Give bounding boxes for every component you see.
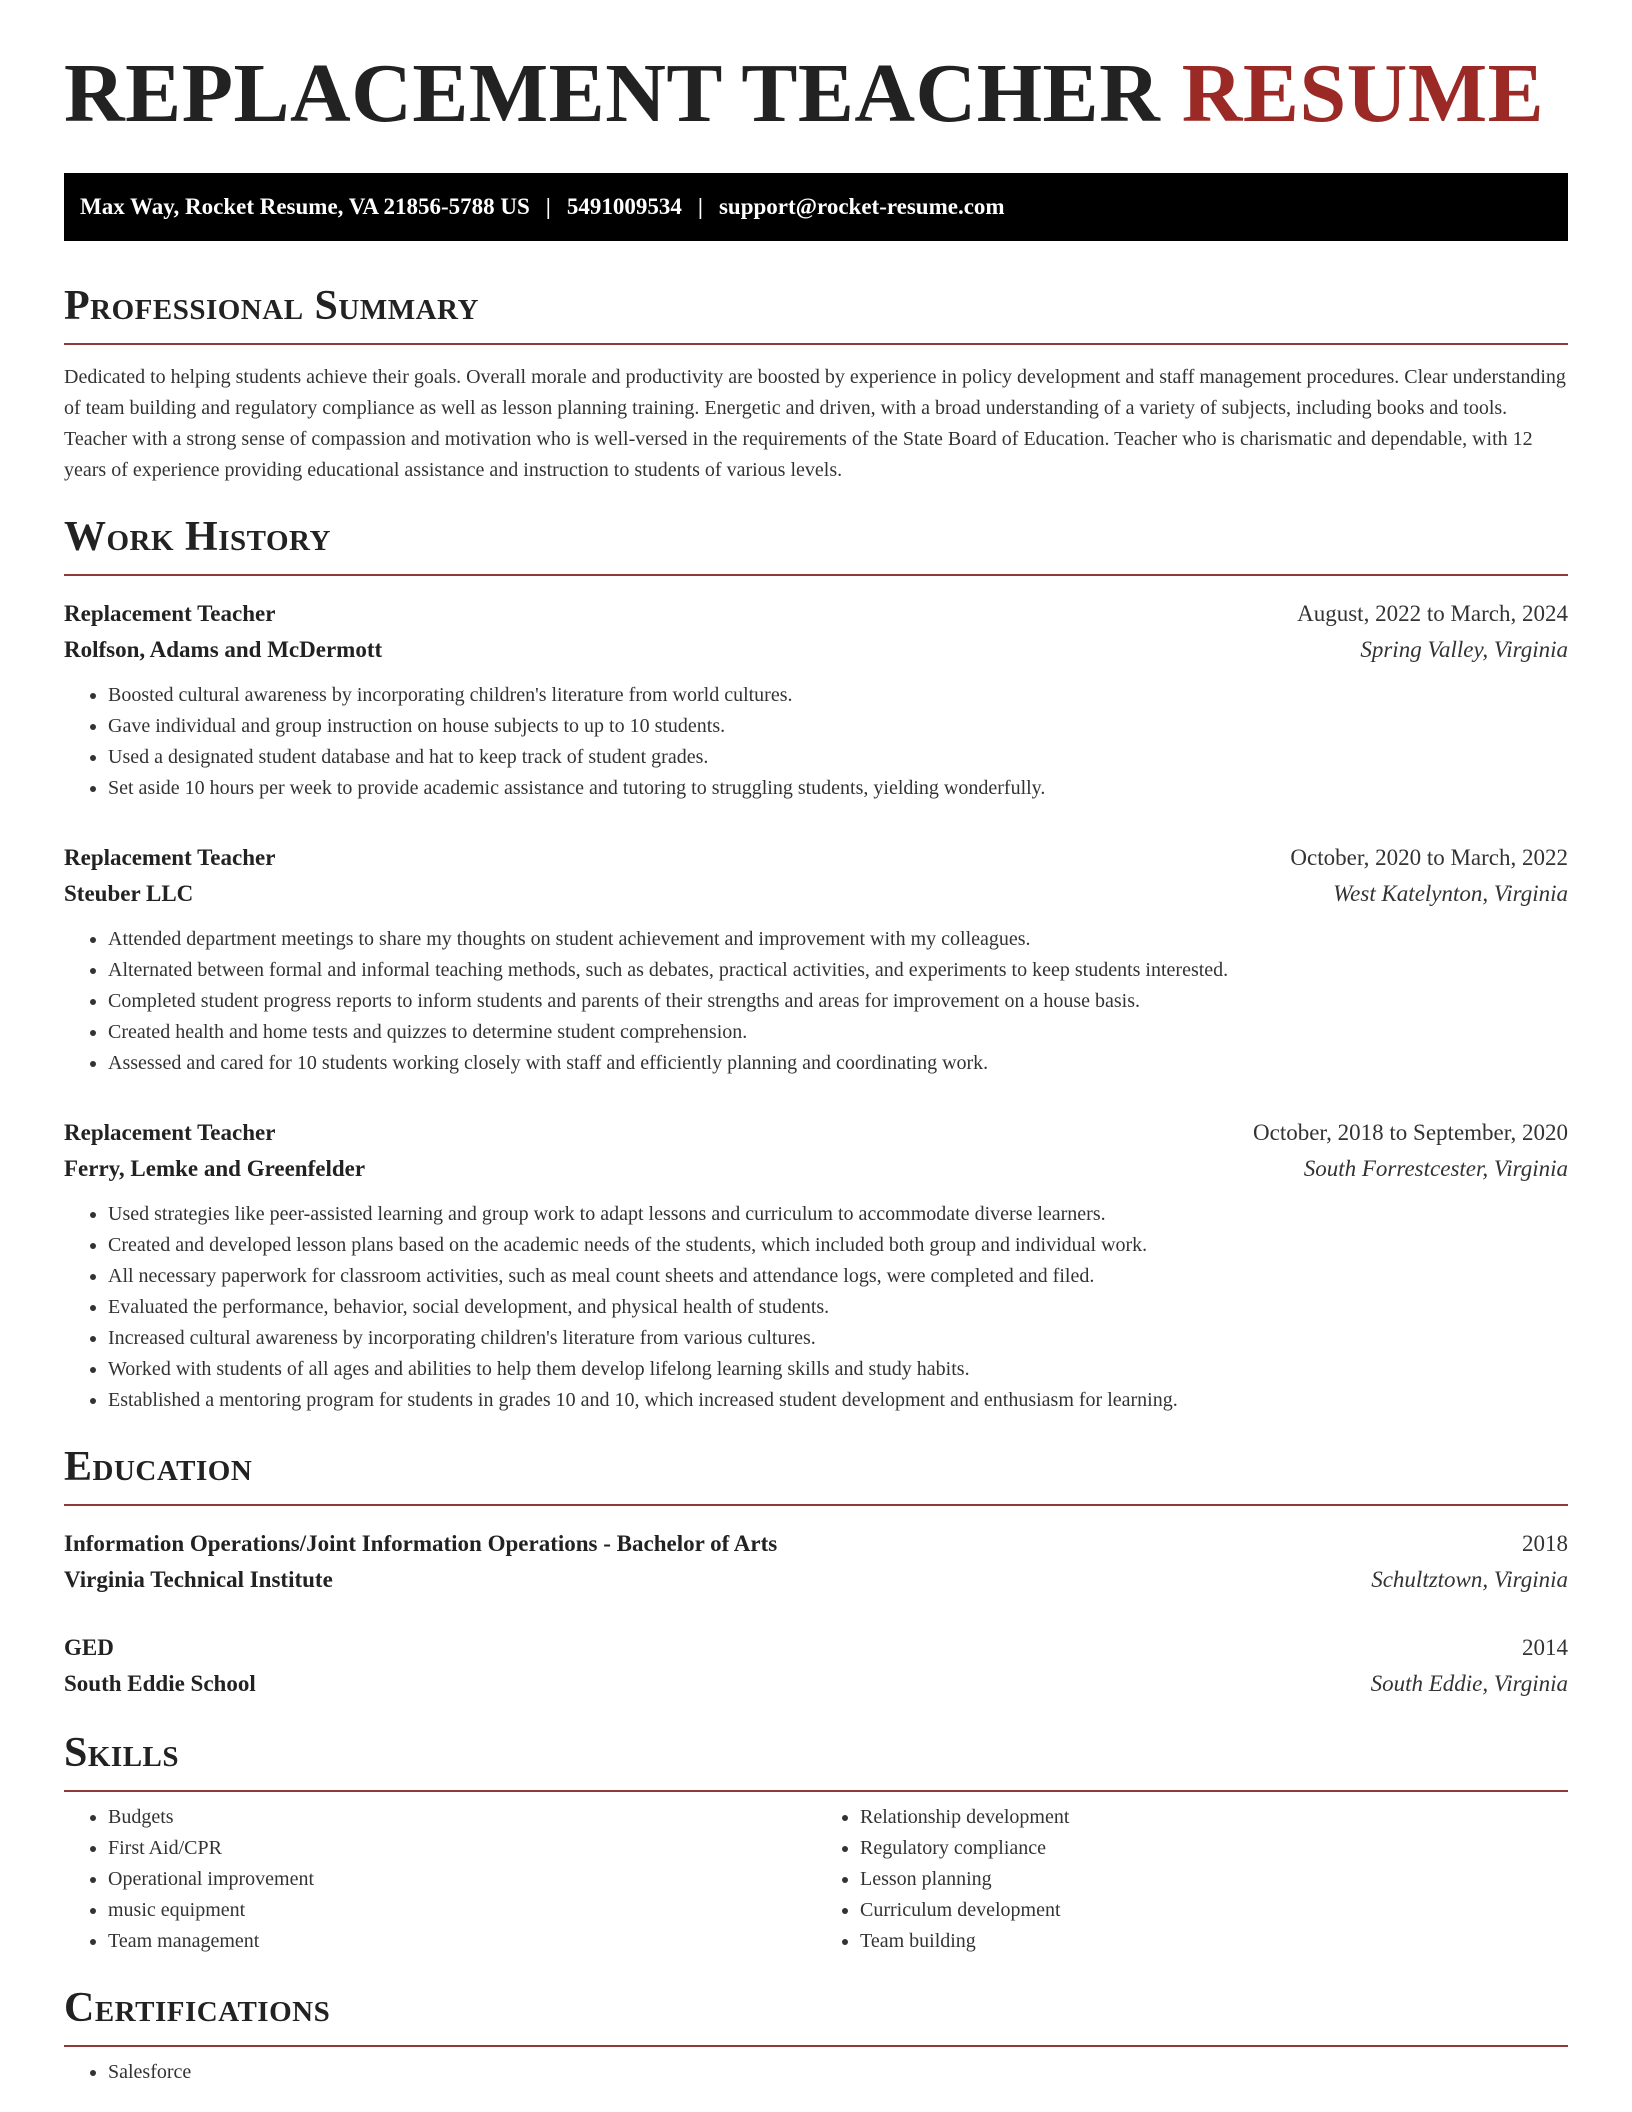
job-bullets — [64, 680, 1568, 804]
job-bullet: • Worked with students of all ages and abilities to help them develop lifelong learning skills and study habits. — [108, 1354, 1568, 1385]
education-school-row — [64, 1666, 1568, 1702]
job-dates: October, 2020 to March, 2022 — [1290, 845, 1568, 870]
education-degree: GED — [64, 1635, 114, 1660]
job-bullet: • Increased cultural awareness by incorporating children's literature from various cultures. — [108, 1323, 1568, 1354]
education-location: South Eddie, Virginia — [1370, 1671, 1568, 1696]
education-school-row — [64, 1562, 1568, 1598]
education-degree-row — [64, 1526, 1568, 1562]
job-bullet: • Evaluated the performance, behavior, social development, and physical health of students. — [108, 1292, 1568, 1323]
job-bullets — [64, 1199, 1568, 1416]
skill-item: • music equipment — [108, 1895, 816, 1926]
job-bullet: • Gave individual and group instruction on house subjects to up to 10 students. — [108, 711, 1568, 742]
education-location: Schultztown, Virginia — [1371, 1567, 1568, 1592]
skill-item: • Regulatory compliance — [860, 1833, 1568, 1864]
education-heading: Education — [64, 1446, 1568, 1506]
certifications-heading: Certifications — [64, 1987, 1568, 2047]
skill-item: • Team building — [860, 1926, 1568, 1957]
skill-item: • Lesson planning — [860, 1864, 1568, 1895]
certification-item: • Salesforce — [108, 2057, 1568, 2088]
work-history-heading: Work History — [64, 516, 1568, 576]
job-company: Ferry, Lemke and Greenfelder — [64, 1156, 366, 1181]
title-main: REPLACEMENT TEACHER — [64, 47, 1161, 140]
job-bullet: • Set aside 10 hours per week to provide academic assistance and tutoring to struggling students, yielding wonderfully. — [108, 773, 1568, 804]
job-bullet: • All necessary paperwork for classroom activities, such as meal count sheets and attendance logs, were completed and filed. — [108, 1261, 1568, 1292]
job-company: Steuber LLC — [64, 881, 194, 906]
certifications-list — [64, 2057, 1568, 2088]
job-bullet: • Used a designated student database and hat to keep track of student grades. — [108, 742, 1568, 773]
job-bullets — [64, 924, 1568, 1079]
job-title: Replacement Teacher — [64, 845, 276, 870]
education-section — [64, 1446, 1568, 1702]
education-entry — [64, 1630, 1568, 1702]
job-bullet: • Assessed and cared for 10 students working closely with staff and efficiently planning and coordinating work. — [108, 1048, 1568, 1079]
job-location: West Katelynton, Virginia — [1333, 881, 1568, 906]
resume-title — [64, 47, 1568, 140]
contact-separator: | — [545, 194, 551, 219]
job-dates: October, 2018 to September, 2020 — [1253, 1120, 1568, 1145]
job-company-row — [64, 1151, 1568, 1187]
skills-right-list — [816, 1802, 1568, 1957]
job-company-row — [64, 632, 1568, 668]
job-bullet: • Used strategies like peer-assisted learning and group work to adapt lessons and curriculum to accommodate diverse learners. — [108, 1199, 1568, 1230]
job-entry — [64, 596, 1568, 804]
skill-item: • Relationship development — [860, 1802, 1568, 1833]
job-location: Spring Valley, Virginia — [1360, 637, 1568, 662]
job-title: Replacement Teacher — [64, 601, 276, 626]
work-history-section — [64, 516, 1568, 1416]
job-bullet: • Created health and home tests and quizzes to determine student comprehension. — [108, 1017, 1568, 1048]
certifications-section — [64, 1987, 1568, 2088]
skills-columns — [64, 1802, 1568, 1957]
education-year: 2018 — [1522, 1531, 1568, 1556]
job-bullet: • Created and developed lesson plans based on the academic needs of the students, which included both group and individual work. — [108, 1230, 1568, 1261]
job-bullet: • Attended department meetings to share my thoughts on student achievement and improvement with my colleagues. — [108, 924, 1568, 955]
job-company: Rolfson, Adams and McDermott — [64, 637, 383, 662]
education-school: South Eddie School — [64, 1671, 256, 1696]
education-degree-row — [64, 1630, 1568, 1666]
skills-section — [64, 1732, 1568, 1957]
job-dates: August, 2022 to March, 2024 — [1297, 601, 1568, 626]
job-title: Replacement Teacher — [64, 1120, 276, 1145]
job-bullet: • Completed student progress reports to inform students and parents of their strengths and areas for improvement on a house basis. — [108, 986, 1568, 1017]
summary-text: Dedicated to helping students achieve their goals. Overall morale and productivity are boosted by experience in policy development and staff management procedures. Clear understanding of team building and regulatory compliance as well as lesson planning training. Energetic and driven, with a broad understanding of a variety of subjects, including books and tools. Teacher with a strong sense of compassion and motivation who is well-versed in the requirements of the State Board of Education. Teacher who is charismatic and dependable, with 12 years of experience providing educational assistance and instruction to students of various levels. — [64, 366, 1566, 481]
job-location: South Forrestcester, Virginia — [1303, 1156, 1568, 1181]
summary-heading: Professional Summary — [64, 285, 1568, 345]
education-school: Virginia Technical Institute — [64, 1567, 333, 1592]
skills-left-list — [64, 1802, 816, 1957]
job-bullet: • Established a mentoring program for students in grades 10 and 10, which increased student development and enthusiasm for learning. — [108, 1385, 1568, 1416]
contact-phone: 5491009534 — [566, 194, 682, 219]
job-entry — [64, 840, 1568, 1079]
summary-section — [64, 285, 1568, 486]
education-degree: Information Operations/Joint Information Operations - Bachelor of Arts — [64, 1531, 778, 1556]
skill-item: • Budgets — [108, 1802, 816, 1833]
job-company-row — [64, 876, 1568, 912]
contact-bar — [64, 173, 1568, 241]
job-header-row — [64, 596, 1568, 632]
education-year: 2014 — [1522, 1635, 1568, 1660]
skill-item: • First Aid/CPR — [108, 1833, 816, 1864]
contact-separator: | — [697, 194, 703, 219]
job-header-row — [64, 840, 1568, 876]
contact-address: Max Way, Rocket Resume, VA 21856-5788 US — [80, 194, 530, 219]
title-accent: RESUME — [1181, 47, 1545, 140]
skills-heading: Skills — [64, 1732, 1568, 1792]
job-header-row — [64, 1115, 1568, 1151]
contact-email: support@rocket-resume.com — [718, 194, 1005, 219]
skill-item: • Curriculum development — [860, 1895, 1568, 1926]
job-bullet: • Boosted cultural awareness by incorporating children's literature from world cultures. — [108, 680, 1568, 711]
education-entry — [64, 1526, 1568, 1598]
skill-item: • Team management — [108, 1926, 816, 1957]
job-bullet: • Alternated between formal and informal teaching methods, such as debates, practical activities, and experiments to keep students interested. — [108, 955, 1568, 986]
job-entry — [64, 1115, 1568, 1416]
skill-item: • Operational improvement — [108, 1864, 816, 1895]
